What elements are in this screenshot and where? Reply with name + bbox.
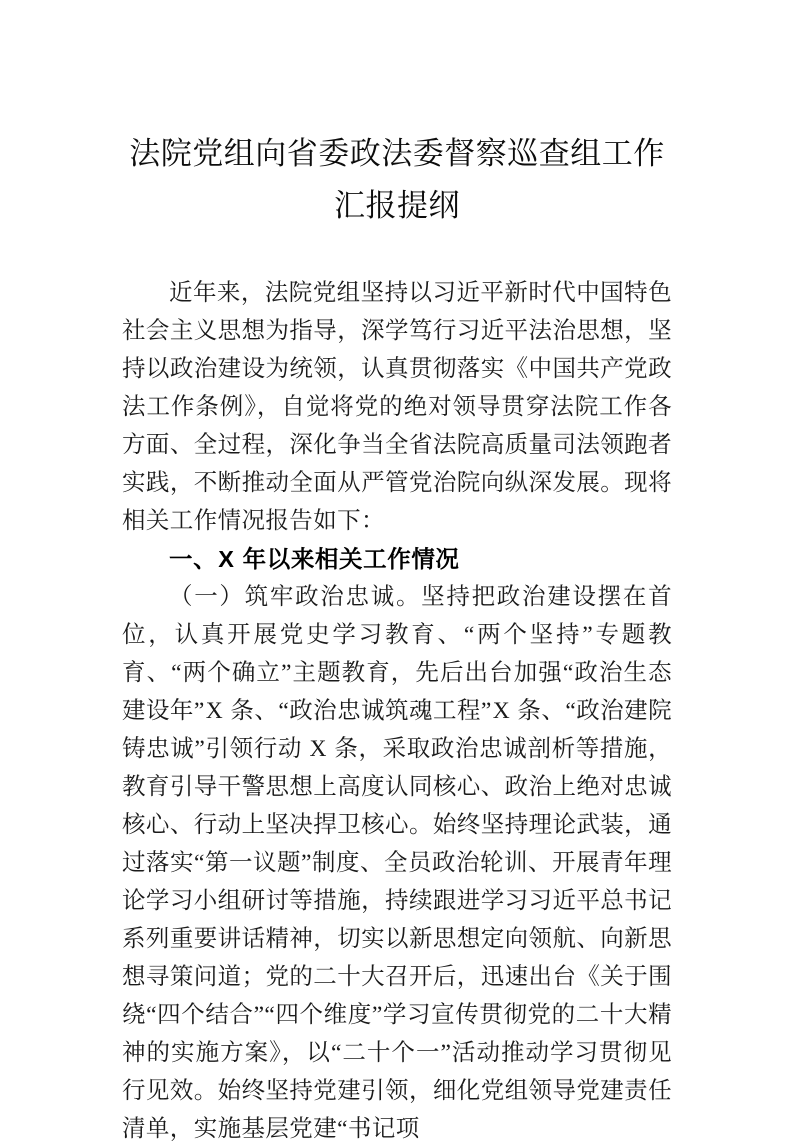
paragraph-item-one: （一）筑牢政治忠诚。坚持把政治建设摆在首位，认真开展党史学习教育、“两个坚持”专题教育、“两个确立”主题教育，先后出台加强“政治生态建设年”X 条、“政治忠诚筑魂工程”X 条、“政治建院铸忠诚”引领行动 X 条，采取政治忠诚剖析等措施，教育引导干警思想上高度认同核心、政治上绝对忠诚核心、行动上坚决捍卫核心。始终坚持理论武装，通过落实“第一议题”制度、全员政治轮训、开展青年理论学习小组研讨等措施，持续跟进学习习近平总书记系列重要讲话精神，切实以新思想定向领航、向新思想寻策问道；党的二十大召开后，迅速出台《关于围绕“四个结合”“四个维度”学习宣传贯彻党的二十大精神的实施方案》，以“二十个一”活动推动学习贯彻见行见效。始终坚持党建引领，细化党组领导党建责任清单，实施基层党建“书记项	[122, 584, 673, 1142]
page-title: 法院党组向省委政法委督察巡查组工作汇报提纲	[129, 136, 665, 223]
document-content	[122, 0, 672, 1148]
latin-run: X	[309, 736, 327, 762]
latin-run: X	[205, 698, 224, 724]
paragraph-intro: 近年来，法院党组坚持以习近平新时代中国特色社会主义思想为指导，深学笃行习近平法治思想，坚持以政治建设为统领，认真贯彻落实《中国共产党政法工作条例》，自觉将党的绝对领导贯穿法院工作各方面、全过程，深化争当全省法院高质量司法领跑者实践，不断推动全面从严管党治院向纵深发展。现将相关工作情况报告如下：	[122, 280, 672, 534]
latin-run: X	[492, 698, 511, 724]
section-heading-one: 一、X 年以来相关工作情况	[169, 546, 460, 572]
title-body-spacer	[122, 232, 672, 274]
latin-run: X	[218, 546, 235, 572]
